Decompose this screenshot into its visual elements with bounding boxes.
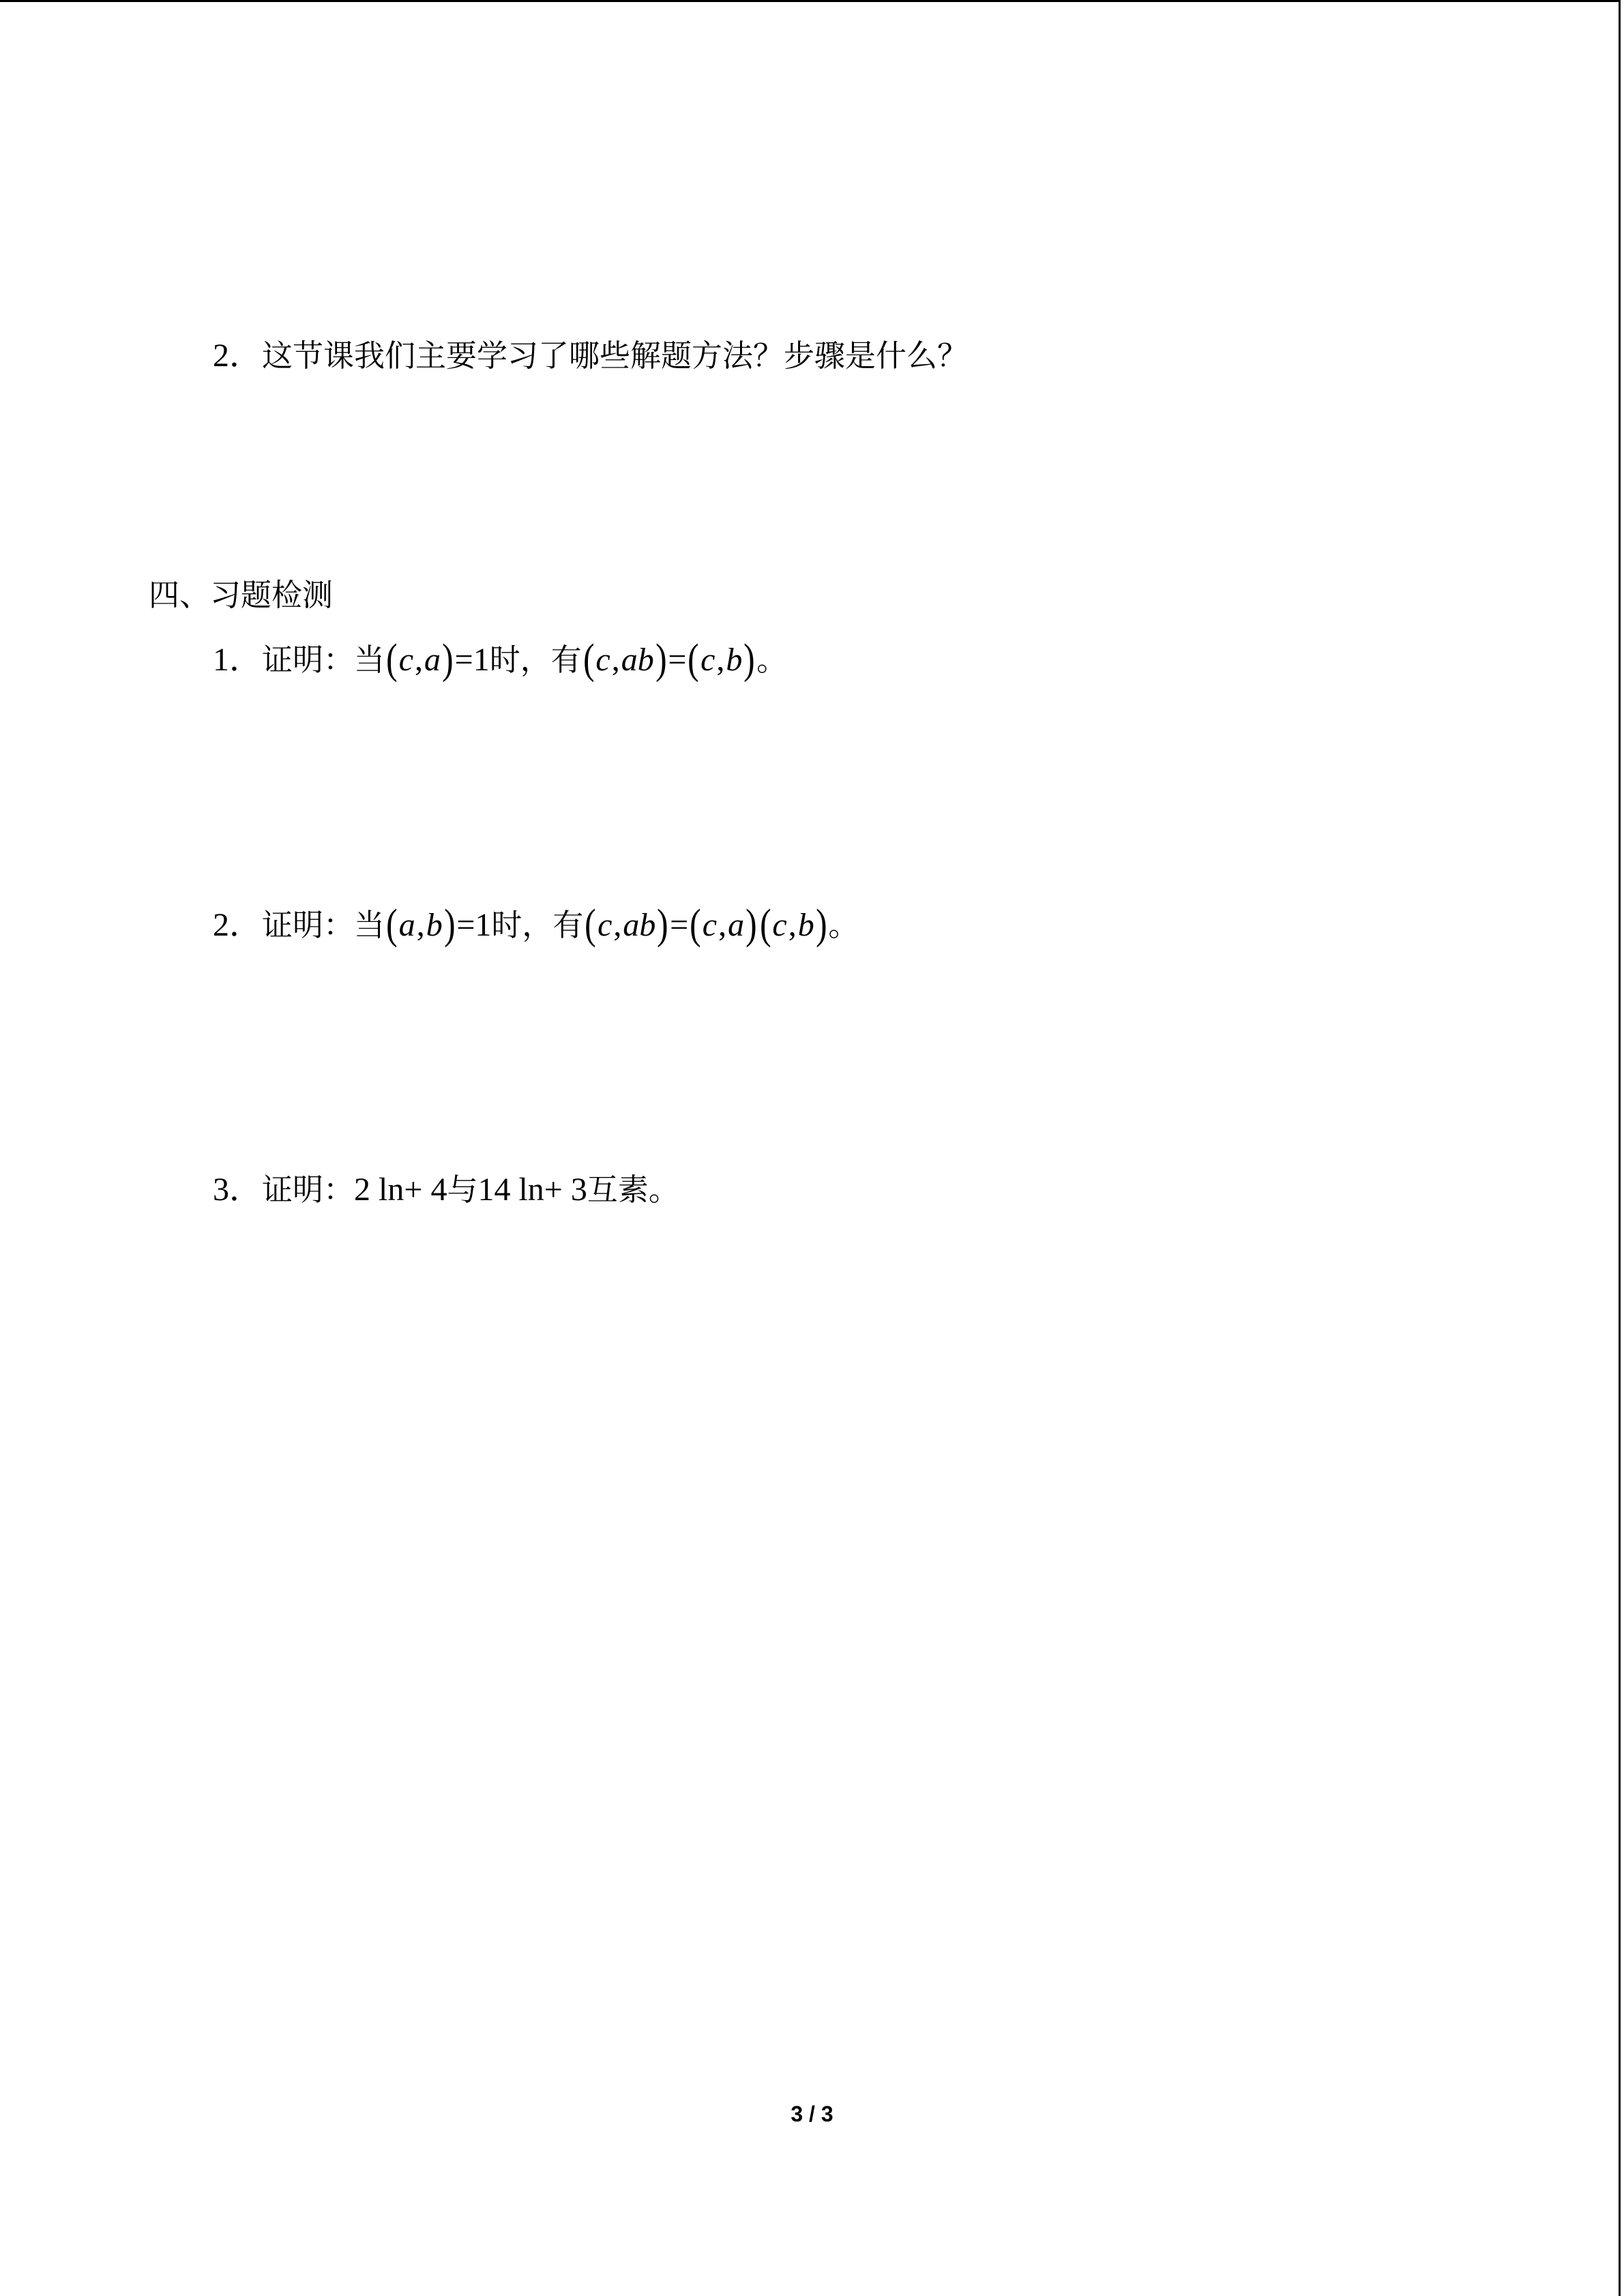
problem-3 xyxy=(213,1169,679,1210)
condition-expression: (c,a)=1 xyxy=(386,636,490,683)
problem-mid-text: 时，有 xyxy=(491,907,584,943)
problem-mid-text: 与 xyxy=(447,1172,478,1208)
question-number: 2． xyxy=(213,338,263,374)
problem-mid-text: 时，有 xyxy=(489,642,582,678)
problem-number: 2． xyxy=(213,907,263,943)
problem-2 xyxy=(213,901,859,948)
problem-end: 互素。 xyxy=(587,1172,679,1208)
problem-end: 。 xyxy=(828,907,859,943)
conclusion-expression: (c,ab)=(c,b) xyxy=(582,636,756,683)
conclusion-expression: (c,ab)=(c,a)(c,b) xyxy=(585,901,827,948)
problem-prefix: 证明：当 xyxy=(262,907,385,943)
question-text: 这节课我们主要学习了哪些解题方法？步骤是什么？ xyxy=(262,338,969,374)
problem-prefix: 证明：当 xyxy=(262,642,385,678)
problem-prefix: 证明： xyxy=(262,1172,355,1208)
page-number: 3 / 3 xyxy=(791,2102,833,2126)
problem-1 xyxy=(213,636,788,683)
problem-end: 。 xyxy=(756,642,788,678)
section-heading: 四、习题检测 xyxy=(149,577,334,613)
problem-number: 1． xyxy=(213,642,263,678)
expression-1: 2 ln+ 4 xyxy=(354,1172,447,1208)
condition-expression: (a,b)=1 xyxy=(386,901,492,948)
expression-2: 14 ln+ 3 xyxy=(477,1172,587,1208)
reflection-question-2 xyxy=(213,336,968,376)
problem-number: 3． xyxy=(213,1172,263,1208)
